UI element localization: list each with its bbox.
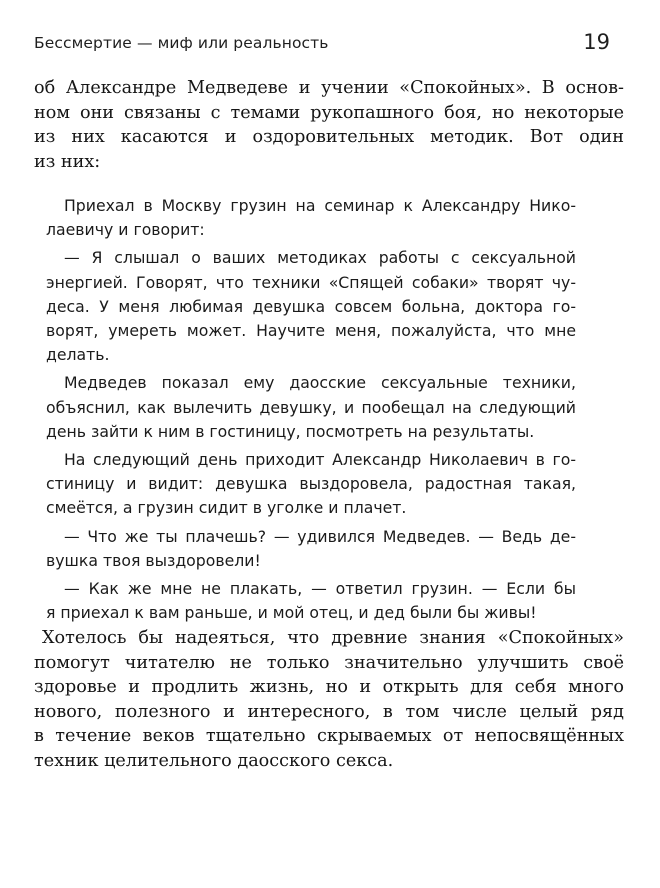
text-line: — Как же мне не плакать, — ответил грузин. — Если бы <box>64 579 576 599</box>
quote-paragraph <box>46 525 576 573</box>
quote-paragraph <box>46 448 576 521</box>
text-line: Приехал в Москву грузин на семинар к Александру Нико- <box>64 196 576 215</box>
intro-paragraph <box>34 76 624 174</box>
text-line: об Александре Медведеве и учении «Спокойных». В основ- <box>34 78 624 98</box>
text-line: из них касаются и оздоровительных методик. Вот один <box>34 127 624 148</box>
text-line: из них: <box>34 151 101 172</box>
quote-paragraph <box>46 371 576 444</box>
anecdote-quote <box>46 194 576 629</box>
text-line: в течение веков тщательно скрываемых от непосвящённых <box>34 726 624 747</box>
quote-paragraph <box>46 194 576 242</box>
text-line: ворят, умереть может. Научите меня, пожалуйста, что мне <box>46 321 576 341</box>
text-line: — Я слышал о ваших методиках работы с сексуальной <box>64 248 576 268</box>
text-line: стиницу и видит: девушка выздоровела, радостная такая, <box>46 474 576 494</box>
text-line: помогут читателю не только значительно улучшить своё <box>34 652 624 673</box>
running-title: Бессмертие — миф или реальность <box>34 34 329 52</box>
text-line: день зайти к ним в гостиницу, посмотреть на результаты. <box>46 421 535 441</box>
text-line: объяснил, как вылечить девушку, и пообещал на следующий <box>46 397 576 417</box>
text-line: техник целительного даосского секса. <box>34 750 394 771</box>
text-line: лаевичу и говорит: <box>46 220 205 240</box>
page-number: 19 <box>583 30 610 54</box>
text-line: здоровье и продлить жизнь, но и открыть для себя много <box>34 677 624 698</box>
text-line: — Что же ты плачешь? — удивился Медведев. — Ведь де- <box>64 526 576 546</box>
text-line: Хотелось бы надеяться, что древние знания «Спокойных» <box>42 628 624 648</box>
text-line: нового, полезного и интересного, в том числе целый ряд <box>34 701 624 722</box>
quote-paragraph <box>46 577 576 625</box>
text-line: энергией. Говорят, что техники «Спящей собаки» творят чу- <box>46 272 576 292</box>
text-line: смеётся, а грузин сидит в уголке и плачет. <box>46 498 407 518</box>
text-line: деса. У меня любимая девушка совсем больна, доктора го- <box>46 296 576 316</box>
quote-paragraph <box>46 246 576 367</box>
text-line: я приехал к вам раньше, и мой отец, и дед были бы живы! <box>46 603 537 623</box>
text-line: На следующий день приходит Александр Николаевич в го- <box>64 450 576 470</box>
text-line: Медведев показал ему даосские сексуальные техники, <box>64 373 576 393</box>
text-line: вушка твоя выздоровели! <box>46 550 261 570</box>
text-line: делать. <box>46 345 110 365</box>
text-line: ном они связаны с темами рукопашного боя, но некоторые <box>34 102 624 123</box>
closing-paragraph <box>34 626 624 774</box>
